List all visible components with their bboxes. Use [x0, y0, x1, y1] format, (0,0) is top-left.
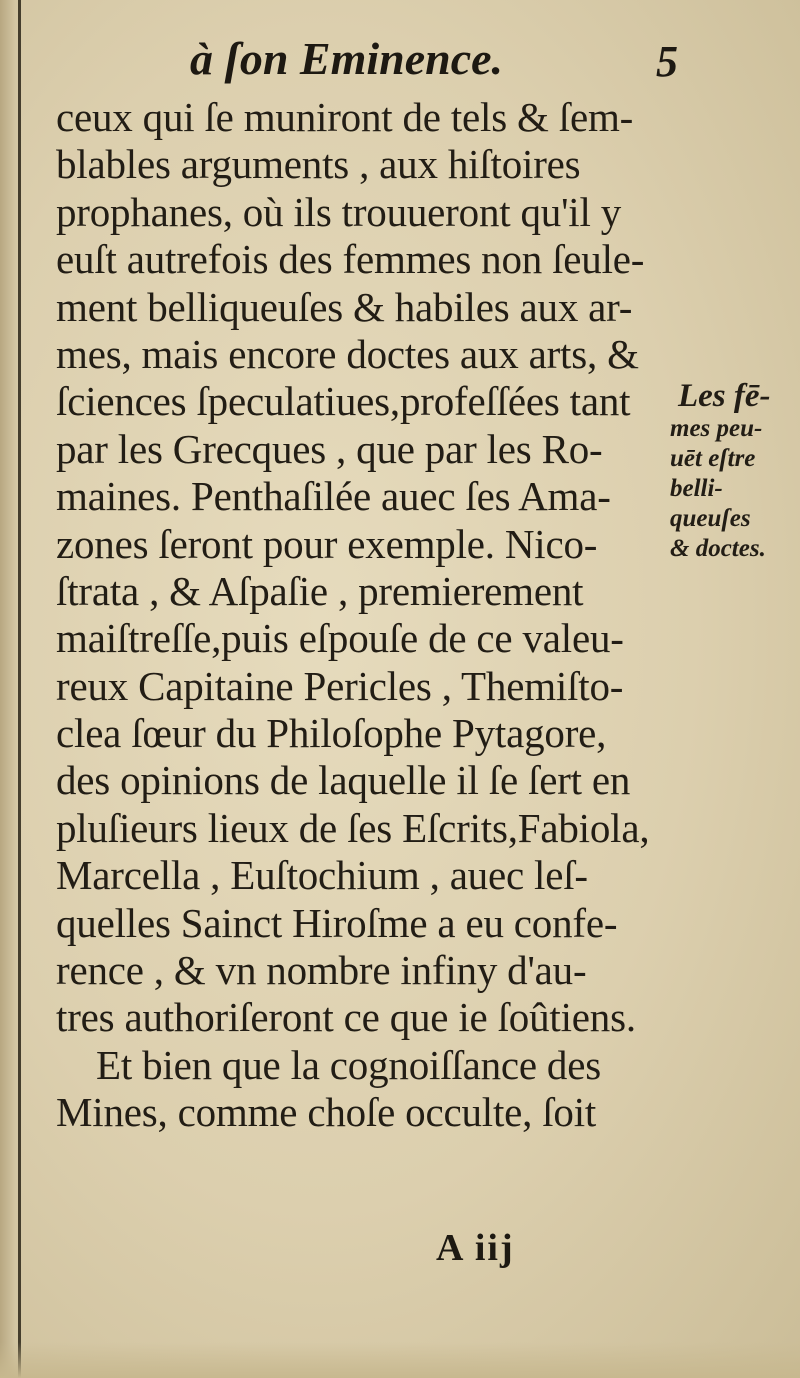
- text-line: reux Capitaine Pericles , Themiſto-: [56, 662, 624, 709]
- text-line: ſtrata , & Aſpaſie , premierement: [56, 567, 584, 614]
- text-line: ment belliqueuſes & habiles aux ar-: [56, 283, 633, 330]
- text-line: Marcella , Euſtochium , auec leſ-: [56, 852, 588, 899]
- text-line: mes, mais encore doctes aux arts, &: [56, 330, 639, 377]
- gutter-line: [18, 0, 21, 1378]
- body-text: [56, 94, 674, 1137]
- text-line: pluſieurs lieux de ſes Eſcrits,Fabiola,: [56, 804, 650, 851]
- text-line: rence , & vn nombre infiny d'au-: [56, 947, 587, 994]
- text-line: par les Grecques , que par les Ro-: [56, 425, 603, 472]
- page-bottom-shadow: [0, 1342, 800, 1378]
- text-line: prophanes, où ils trouueront qu'il y: [56, 188, 621, 235]
- signature-mark: A iij: [436, 1227, 515, 1269]
- marginal-note: [670, 378, 798, 564]
- text-line: zones ſeront pour exemple. Nico-: [56, 520, 598, 567]
- text-line: ceux qui ſe muniront de tels & ſem-: [56, 94, 634, 140]
- margin-note-line: mes peu-: [670, 415, 763, 442]
- text-line: clea ſœur du Philoſophe Pytagore,: [56, 710, 607, 757]
- page-number: 5: [656, 37, 678, 86]
- text-line: des opinions de laquelle il ſe ſert en: [56, 757, 631, 804]
- margin-note-line: Les fē-: [678, 378, 771, 414]
- running-title: à ſon Eminence.: [190, 33, 504, 84]
- text-line: quelles Sainct Hiroſme a eu confe-: [56, 899, 618, 946]
- text-line: euſt autrefois des femmes non ſeule-: [56, 236, 645, 283]
- text-line: tres authoriſeront ce que ie ſoûtiens.: [56, 994, 636, 1041]
- text-line: maines. Penthaſilée auec ſes Ama-: [56, 473, 611, 520]
- margin-note-line: belli-: [670, 475, 723, 502]
- margin-note-line: & doctes.: [670, 535, 766, 562]
- text-line: Mines, comme choſe occulte, ſoit: [56, 1089, 597, 1136]
- margin-note-line: uēt eſtre: [670, 445, 756, 472]
- text-line: maiſtreſſe,puis eſpouſe de ce valeu-: [56, 615, 624, 662]
- paragraph-start-line: Et bien que la cognoiſſance des: [96, 1041, 601, 1088]
- text-line: blables arguments , aux hiſtoires: [56, 141, 581, 188]
- text-line: ſciences ſpeculatiues,profeſſées tant: [56, 378, 631, 425]
- margin-note-line: queuſes: [670, 505, 751, 532]
